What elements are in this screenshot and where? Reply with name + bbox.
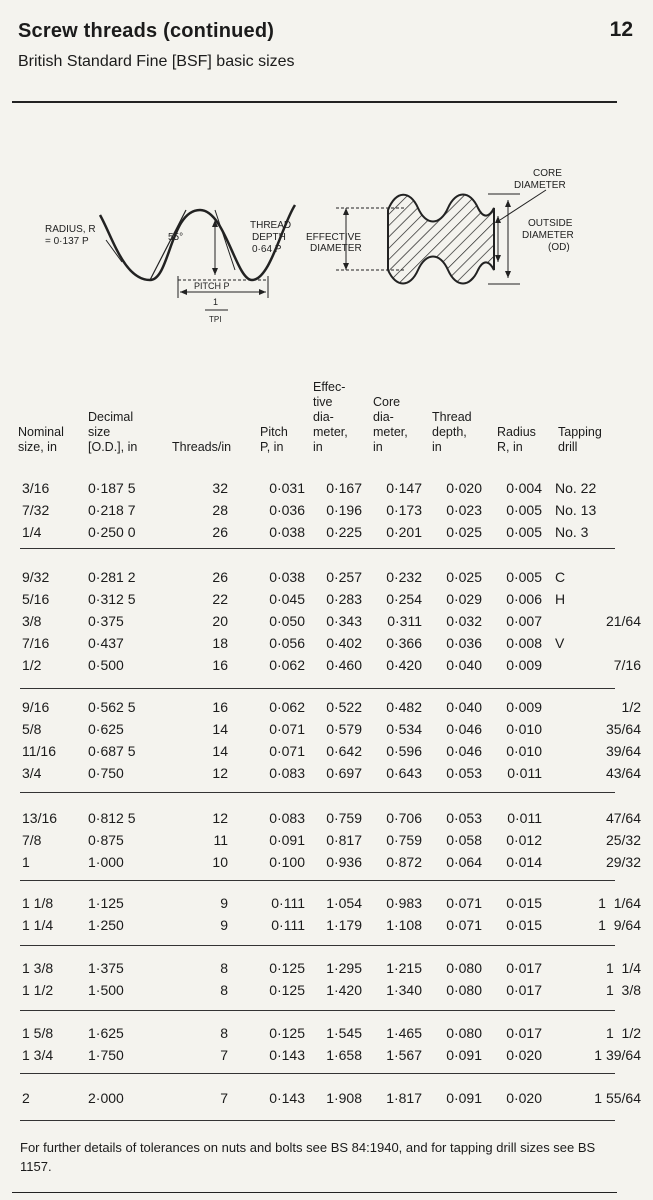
pitch-cell: 0·100: [269, 854, 305, 870]
footnote: For further details of tolerances on nuts and bolts see BS 84:1940, and for tapping drill sizes see BS 1157.: [20, 1140, 596, 1174]
nominal-size-cell: 13/16: [22, 810, 58, 826]
core-diameter-cell: 1·465: [386, 1025, 422, 1041]
pitch-cell: 0·071: [269, 743, 305, 759]
group-separator: [20, 945, 615, 946]
angle-label: 55°: [168, 232, 184, 243]
pitch-cell: 0·031: [269, 480, 305, 496]
effective-label-2: DIAMETER: [310, 243, 362, 254]
effective-diameter-cell: 1·054: [326, 895, 362, 911]
threads-per-inch-cell: 8: [220, 960, 228, 976]
core-diameter-cell: 1·215: [386, 960, 422, 976]
nominal-size-cell: 1 1/8: [22, 895, 54, 911]
core-diameter-cell: 0·173: [386, 502, 422, 518]
group-separator: [20, 1010, 615, 1011]
group-separator: [20, 1073, 615, 1074]
thread-depth-cell: 0·071: [446, 895, 482, 911]
radius-cell: 0·009: [506, 657, 542, 673]
tapping-drill-cell: No. 13: [555, 502, 597, 518]
nominal-size-cell: 1/4: [22, 524, 42, 540]
radius-cell: 0·017: [506, 982, 542, 998]
core-label-2: DIAMETER: [514, 180, 566, 191]
threads-per-inch-cell: 7: [220, 1090, 228, 1106]
threads-per-inch-cell: 14: [212, 743, 228, 759]
nominal-size-cell: 3/4: [22, 765, 42, 781]
effective-diameter-cell: 0·642: [326, 743, 362, 759]
core-diameter-cell: 0·596: [386, 743, 422, 759]
thread-depth-cell: 0·046: [446, 721, 482, 737]
nominal-size-cell: 7/16: [22, 635, 50, 651]
thread-profile-diagram: [0, 150, 653, 350]
effective-diameter-cell: 0·697: [326, 765, 362, 781]
nominal-size-cell: 2: [22, 1090, 30, 1106]
thread-depth-cell: 0·064: [446, 854, 482, 870]
nominal-size-cell: 9/16: [22, 699, 50, 715]
pitch-cell: 0·038: [269, 569, 305, 585]
tapping-drill-cell: 1 1/64: [598, 895, 641, 911]
header-decimal: Decimal size [O.D.], in: [88, 410, 138, 454]
pitch-cell: 0·083: [269, 810, 305, 826]
decimal-size-cell: 0·187 5: [88, 480, 136, 496]
effective-diameter-cell: 0·196: [326, 502, 362, 518]
threads-per-inch-cell: 28: [212, 502, 228, 518]
decimal-size-cell: 1·250: [88, 917, 124, 933]
radius-label-1: RADIUS, R: [45, 224, 96, 235]
header-tapping-drill: Tapping drill: [558, 425, 602, 454]
nominal-size-cell: 5/16: [22, 591, 50, 607]
radius-cell: 0·007: [506, 613, 542, 629]
radius-cell: 0·010: [506, 721, 542, 737]
core-label-1: CORE: [533, 168, 562, 179]
decimal-size-cell: 1·500: [88, 982, 124, 998]
core-diameter-cell: 0·643: [386, 765, 422, 781]
nominal-size-cell: 1/2: [22, 657, 42, 673]
decimal-size-cell: 0·312 5: [88, 591, 136, 607]
nominal-size-cell: 3/8: [22, 613, 42, 629]
header-thread-depth: Thread depth, in: [432, 410, 472, 454]
page-number: 12: [609, 18, 633, 41]
nominal-size-cell: 7/32: [22, 502, 50, 518]
header-threads: Threads/in: [172, 440, 232, 454]
header-pitch: Pitch P, in: [260, 425, 288, 454]
tapping-drill-cell: No. 22: [555, 480, 597, 496]
threads-per-inch-cell: 12: [212, 765, 228, 781]
thread-depth-cell: 0·080: [446, 1025, 482, 1041]
tapping-drill-cell: 1 55/64: [594, 1090, 641, 1106]
tapping-drill-cell: H: [555, 591, 566, 607]
depth-label-2: DEPTH: [252, 232, 286, 243]
radius-cell: 0·012: [506, 832, 542, 848]
page-header: [0, 0, 653, 110]
core-diameter-cell: 0·232: [386, 569, 422, 585]
radius-cell: 0·017: [506, 1025, 542, 1041]
radius-cell: 0·005: [506, 502, 542, 518]
pitch-cell: 0·050: [269, 613, 305, 629]
effective-diameter-cell: 0·257: [326, 569, 362, 585]
core-diameter-cell: 1·340: [386, 982, 422, 998]
outside-label-1: OUTSIDE: [528, 218, 573, 229]
radius-cell: 0·017: [506, 960, 542, 976]
effective-diameter-cell: 1·545: [326, 1025, 362, 1041]
core-diameter-cell: 0·311: [387, 613, 422, 629]
core-diameter-cell: 0·872: [386, 854, 422, 870]
radius-cell: 0·005: [506, 524, 542, 540]
nominal-size-cell: 3/16: [22, 480, 50, 496]
threads-per-inch-cell: 11: [213, 832, 228, 848]
thread-depth-cell: 0·080: [446, 960, 482, 976]
thread-depth-cell: 0·029: [446, 591, 482, 607]
tapping-drill-cell: 1 9/64: [598, 917, 641, 933]
thread-depth-cell: 0·091: [446, 1090, 482, 1106]
radius-cell: 0·011: [507, 765, 542, 781]
nominal-size-cell: 1 5/8: [22, 1025, 54, 1041]
tapping-drill-cell: 39/64: [605, 743, 641, 759]
outside-label-3: (OD): [548, 242, 570, 253]
core-diameter-cell: 1·108: [386, 917, 422, 933]
decimal-size-cell: 0·625: [88, 721, 124, 737]
nominal-size-cell: 1 3/8: [22, 960, 54, 976]
effective-diameter-cell: 0·225: [326, 524, 362, 540]
thread-depth-cell: 0·091: [446, 1047, 482, 1063]
effective-diameter-cell: 0·402: [326, 635, 362, 651]
thread-depth-cell: 0·058: [446, 832, 482, 848]
thread-depth-cell: 0·032: [446, 613, 482, 629]
radius-cell: 0·014: [506, 854, 542, 870]
depth-label-3: 0·64 P: [252, 244, 282, 255]
pitch-cell: 0·083: [269, 765, 305, 781]
thread-depth-cell: 0·046: [446, 743, 482, 759]
radius-cell: 0·009: [506, 699, 542, 715]
group-separator: [20, 880, 615, 881]
decimal-size-cell: 0·875: [88, 832, 124, 848]
decimal-size-cell: 0·750: [88, 765, 124, 781]
nominal-size-cell: 1 3/4: [22, 1047, 54, 1063]
pitch-cell: 0·125: [269, 1025, 305, 1041]
threads-per-inch-cell: 7: [220, 1047, 228, 1063]
tpi-numerator: 1: [213, 297, 219, 307]
outside-label-2: DIAMETER: [522, 230, 574, 241]
effective-label-1: EFFECTIVE: [306, 232, 362, 243]
thread-depth-cell: 0·040: [446, 657, 482, 673]
core-diameter-cell: 0·706: [386, 810, 422, 826]
pitch-cell: 0·038: [269, 524, 305, 540]
nominal-size-cell: 9/32: [22, 569, 50, 585]
thread-depth-cell: 0·040: [446, 699, 482, 715]
nominal-size-cell: 11/16: [22, 743, 56, 759]
core-diameter-cell: 0·254: [386, 591, 422, 607]
depth-label-1: THREAD: [250, 220, 292, 231]
tapping-drill-cell: 7/16: [613, 657, 641, 673]
pitch-cell: 0·143: [269, 1090, 305, 1106]
pitch-cell: 0·111: [271, 895, 305, 911]
decimal-size-cell: 0·250 0: [88, 524, 136, 540]
pitch-cell: 0·036: [269, 502, 305, 518]
tapping-drill-cell: V: [555, 635, 565, 651]
thread-depth-cell: 0·020: [446, 480, 482, 496]
decimal-size-cell: 0·437: [88, 635, 124, 651]
decimal-size-cell: 1·375: [88, 960, 124, 976]
tapping-drill-cell: 21/64: [605, 613, 641, 629]
radius-cell: 0·015: [506, 895, 542, 911]
core-diameter-cell: 0·534: [386, 721, 422, 737]
tapping-drill-cell: 1/2: [621, 699, 641, 715]
tapping-drill-cell: 1 1/2: [605, 1025, 641, 1041]
effective-diameter-cell: 1·658: [326, 1047, 362, 1063]
decimal-size-cell: 1·125: [88, 895, 124, 911]
threads-per-inch-cell: 9: [220, 917, 228, 933]
tapping-drill-cell: 1 3/8: [605, 982, 641, 998]
threads-per-inch-cell: 16: [212, 699, 228, 715]
threads-per-inch-cell: 8: [220, 982, 228, 998]
radius-cell: 0·011: [507, 810, 542, 826]
nominal-size-cell: 1 1/4: [22, 917, 54, 933]
core-diameter-cell: 0·366: [386, 635, 422, 651]
effective-diameter-cell: 0·283: [326, 591, 362, 607]
tapping-drill-cell: 35/64: [605, 721, 641, 737]
effective-diameter-cell: 0·579: [326, 721, 362, 737]
core-diameter-cell: 0·983: [386, 895, 422, 911]
decimal-size-cell: 0·281 2: [88, 569, 136, 585]
radius-cell: 0·010: [506, 743, 542, 759]
tapping-drill-cell: 1 39/64: [594, 1047, 641, 1063]
core-diameter-cell: 0·147: [386, 480, 422, 496]
threads-per-inch-cell: 16: [212, 657, 228, 673]
radius-cell: 0·015: [506, 917, 542, 933]
group-separator: [20, 548, 615, 549]
tapping-drill-cell: C: [555, 569, 566, 585]
footer-rule: [12, 1192, 617, 1193]
nominal-size-cell: 7/8: [22, 832, 42, 848]
tapping-drill-cell: 29/32: [605, 854, 641, 870]
pitch-cell: 0·045: [269, 591, 305, 607]
tapping-drill-cell: 43/64: [605, 765, 641, 781]
threads-per-inch-cell: 14: [212, 721, 228, 737]
core-diameter-cell: 1·817: [386, 1090, 422, 1106]
thread-depth-cell: 0·071: [446, 917, 482, 933]
page-title: Screw threads (continued): [18, 20, 275, 42]
threads-per-inch-cell: 26: [212, 569, 228, 585]
threads-per-inch-cell: 32: [212, 480, 228, 496]
effective-diameter-cell: 1·179: [326, 917, 362, 933]
nominal-size-cell: 1: [22, 854, 30, 870]
thread-depth-cell: 0·023: [446, 502, 482, 518]
core-diameter-cell: 0·759: [386, 832, 422, 848]
radius-cell: 0·020: [506, 1047, 542, 1063]
tapping-drill-cell: 1 1/4: [605, 960, 641, 976]
core-diameter-cell: 0·482: [386, 699, 422, 715]
thread-depth-cell: 0·036: [446, 635, 482, 651]
decimal-size-cell: 2·000: [88, 1090, 124, 1106]
header-radius: Radius R, in: [497, 425, 536, 454]
thread-depth-cell: 0·053: [446, 765, 482, 781]
core-diameter-cell: 1·567: [386, 1047, 422, 1063]
threads-per-inch-cell: 18: [212, 635, 228, 651]
header-rule: [12, 101, 617, 103]
radius-cell: 0·006: [506, 591, 542, 607]
radius-cell: 0·008: [506, 635, 542, 651]
decimal-size-cell: 1·000: [88, 854, 124, 870]
threads-per-inch-cell: 10: [212, 854, 228, 870]
thread-depth-cell: 0·025: [446, 569, 482, 585]
header-effective: Effec- tive dia- meter, in: [313, 380, 348, 454]
effective-diameter-cell: 0·936: [326, 854, 362, 870]
effective-diameter-cell: 0·343: [326, 613, 362, 629]
page-subtitle: British Standard Fine [BSF] basic sizes: [18, 53, 295, 70]
decimal-size-cell: 0·812 5: [88, 810, 136, 826]
decimal-size-cell: 0·562 5: [88, 699, 136, 715]
nominal-size-cell: 5/8: [22, 721, 42, 737]
threads-per-inch-cell: 20: [212, 613, 228, 629]
group-separator: [20, 792, 615, 793]
header-nominal: Nominal size, in: [18, 425, 64, 454]
effective-diameter-cell: 1·295: [326, 960, 362, 976]
group-separator: [20, 1120, 615, 1121]
effective-diameter-cell: 1·420: [326, 982, 362, 998]
thread-depth-cell: 0·080: [446, 982, 482, 998]
thread-depth-cell: 0·025: [446, 524, 482, 540]
pitch-cell: 0·125: [269, 960, 305, 976]
decimal-size-cell: 0·218 7: [88, 502, 136, 518]
effective-diameter-cell: 1·908: [326, 1090, 362, 1106]
effective-diameter-cell: 0·522: [326, 699, 362, 715]
tapping-drill-cell: No. 3: [555, 524, 589, 540]
effective-diameter-cell: 0·460: [326, 657, 362, 673]
pitch-cell: 0·111: [271, 917, 305, 933]
nominal-size-cell: 1 1/2: [22, 982, 54, 998]
effective-diameter-cell: 0·817: [326, 832, 362, 848]
decimal-size-cell: 0·687 5: [88, 743, 136, 759]
effective-diameter-cell: 0·167: [326, 480, 362, 496]
pitch-cell: 0·071: [269, 721, 305, 737]
tapping-drill-cell: 25/32: [605, 832, 641, 848]
pitch-cell: 0·091: [269, 832, 305, 848]
pitch-cell: 0·056: [269, 635, 305, 651]
pitch-cell: 0·062: [269, 699, 305, 715]
effective-diameter-cell: 0·759: [326, 810, 362, 826]
header-core: Core dia- meter, in: [373, 395, 408, 454]
thread-depth-cell: 0·053: [446, 810, 482, 826]
radius-cell: 0·004: [506, 480, 542, 496]
core-diameter-cell: 0·201: [386, 524, 422, 540]
tapping-drill-cell: 47/64: [605, 810, 641, 826]
radius-cell: 0·005: [506, 569, 542, 585]
group-separator: [20, 688, 615, 689]
decimal-size-cell: 0·500: [88, 657, 124, 673]
tpi-denominator: TPI: [209, 315, 222, 324]
radius-label-2: = 0·137 P: [45, 236, 89, 247]
threads-per-inch-cell: 8: [220, 1025, 228, 1041]
decimal-size-cell: 0·375: [88, 613, 124, 629]
pitch-cell: 0·062: [269, 657, 305, 673]
threads-per-inch-cell: 26: [212, 524, 228, 540]
threads-per-inch-cell: 12: [212, 810, 228, 826]
decimal-size-cell: 1·750: [88, 1047, 124, 1063]
decimal-size-cell: 1·625: [88, 1025, 124, 1041]
pitch-cell: 0·143: [269, 1047, 305, 1063]
radius-cell: 0·020: [506, 1090, 542, 1106]
threads-per-inch-cell: 9: [220, 895, 228, 911]
core-diameter-cell: 0·420: [386, 657, 422, 673]
threads-per-inch-cell: 22: [212, 591, 228, 607]
pitch-label: PITCH P: [194, 281, 230, 291]
pitch-cell: 0·125: [269, 982, 305, 998]
